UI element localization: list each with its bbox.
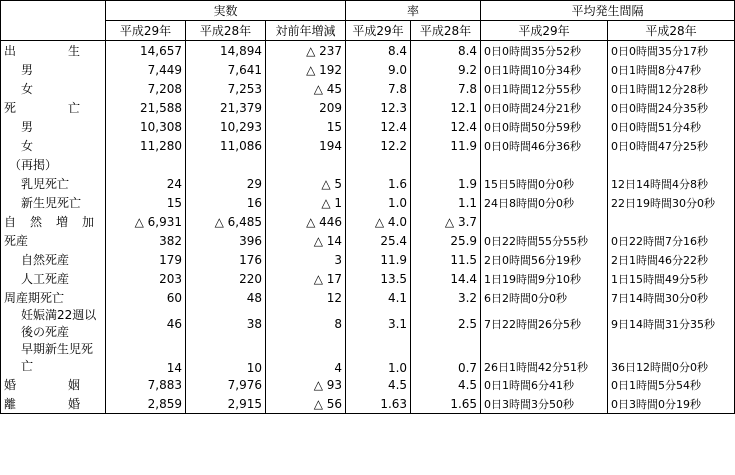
value-diff: 4: [266, 341, 346, 375]
table-row-artificial-stillbirths: [1, 269, 735, 288]
header-rate-h28: 平成28年: [411, 21, 481, 41]
rate-h28: △ 3.7: [411, 212, 481, 231]
value-h29: 60: [106, 288, 186, 307]
header-rate-h29: 平成29年: [346, 21, 411, 41]
rate-h28: 11.5: [411, 250, 481, 269]
interval-h29: 6日2時間0分0秒: [481, 288, 608, 307]
value-h28: 7,976: [186, 375, 266, 394]
value-diff: [266, 155, 346, 174]
row-label: [1, 41, 133, 61]
table-row-infant-deaths: [1, 174, 735, 193]
table-row-deaths-male: [1, 117, 735, 136]
value-h28: [186, 155, 266, 174]
row-label-text: 死亡: [4, 101, 133, 115]
value-h29: 11,280: [106, 136, 186, 155]
value-diff: △ 446: [266, 212, 346, 231]
value-h28: 29: [186, 174, 266, 193]
value-diff: 15: [266, 117, 346, 136]
row-label: [1, 375, 133, 394]
table-row-early-neonatal-deaths: [1, 341, 735, 375]
value-h29: [106, 155, 186, 174]
table-row-births: [1, 41, 735, 61]
interval-h29: 0日0時間46分36秒: [481, 136, 608, 155]
interval-h28: 0日0時間51分4秒: [608, 117, 735, 136]
value-diff: △ 1: [266, 193, 346, 212]
row-label: 乳児死亡: [1, 174, 106, 193]
interval-h29: [481, 212, 608, 231]
rate-h29: 9.0: [346, 60, 411, 79]
rate-h28: 1.65: [411, 394, 481, 414]
value-h28: 220: [186, 269, 266, 288]
rate-h29: 11.9: [346, 250, 411, 269]
rate-h29: 12.2: [346, 136, 411, 155]
rate-h29: 25.4: [346, 231, 411, 250]
interval-h29: 7日22時間26分5秒: [481, 307, 608, 341]
value-h29: 46: [106, 307, 186, 341]
interval-h28: 36日12時間0分0秒: [608, 341, 735, 375]
value-h29: 2,859: [106, 394, 186, 414]
value-diff: △ 192: [266, 60, 346, 79]
rate-h29: 3.1: [346, 307, 411, 341]
value-h28: △ 6,485: [186, 212, 266, 231]
interval-h28: 0日22時間7分16秒: [608, 231, 735, 250]
header-actual-h28: 平成28年: [186, 21, 266, 41]
rate-h28: 11.9: [411, 136, 481, 155]
row-label: 早期新生児死亡: [1, 341, 106, 375]
interval-h29: 0日0時間50分59秒: [481, 117, 608, 136]
table-row-divorces: [1, 394, 735, 414]
rate-h29: 1.63: [346, 394, 411, 414]
rate-h29: 1.0: [346, 341, 411, 375]
header-rate: 率: [346, 1, 481, 21]
table-row-perinatal-deaths: [1, 288, 735, 307]
interval-h29: 15日5時間0分0秒: [481, 174, 608, 193]
value-h28: 7,641: [186, 60, 266, 79]
value-diff: 12: [266, 288, 346, 307]
interval-h28: [608, 212, 735, 231]
value-h29: 7,208: [106, 79, 186, 98]
interval-h28: 0日0時間35分17秒: [608, 41, 735, 61]
rate-h29: 1.0: [346, 193, 411, 212]
rate-h29: [346, 155, 411, 174]
row-label: 男: [1, 60, 106, 79]
value-h28: 176: [186, 250, 266, 269]
interval-h28: 2日1時間46分22秒: [608, 250, 735, 269]
interval-h29: 26日1時間42分51秒: [481, 341, 608, 375]
table-row-births-male: [1, 60, 735, 79]
rate-h29: 4.5: [346, 375, 411, 394]
value-diff: △ 237: [266, 41, 346, 61]
table-row-neonatal-deaths: [1, 193, 735, 212]
row-label: 周産期死亡: [1, 288, 106, 307]
table-row-natural-increase: [1, 212, 735, 231]
value-diff: △ 93: [266, 375, 346, 394]
header-row-years: [1, 21, 735, 41]
header-actual-h29: 平成29年: [106, 21, 186, 41]
row-label-text: 自然増加: [4, 215, 109, 229]
interval-h29: 0日22時間55分55秒: [481, 231, 608, 250]
interval-h28: 0日1時間8分47秒: [608, 60, 735, 79]
row-label: 自然死産: [1, 250, 106, 269]
value-diff: 194: [266, 136, 346, 155]
rate-h28: 7.8: [411, 79, 481, 98]
value-h29: 15: [106, 193, 186, 212]
interval-h29: 0日3時間3分50秒: [481, 394, 608, 414]
interval-h28: [608, 155, 735, 174]
value-h29: 21,588: [106, 98, 186, 117]
rate-h28: 12.4: [411, 117, 481, 136]
rate-h28: 9.2: [411, 60, 481, 79]
interval-h29: 1日19時間9分10秒: [481, 269, 608, 288]
header-row-groups: [1, 1, 735, 21]
interval-h28: 9日14時間31分35秒: [608, 307, 735, 341]
rate-h29: 12.4: [346, 117, 411, 136]
value-diff: 3: [266, 250, 346, 269]
interval-h29: 0日1時間6分41秒: [481, 375, 608, 394]
value-h29: 7,883: [106, 375, 186, 394]
value-h28: 396: [186, 231, 266, 250]
row-label: 死産: [1, 231, 106, 250]
value-h29: 203: [106, 269, 186, 288]
header-interval: 平均発生間隔: [481, 1, 735, 21]
row-label: 女: [1, 79, 106, 98]
rate-h29: 4.1: [346, 288, 411, 307]
rate-h29: 7.8: [346, 79, 411, 98]
interval-h29: 0日1時間12分55秒: [481, 79, 608, 98]
table-row-spontaneous-stillbirths: [1, 250, 735, 269]
row-label: 新生児死亡: [1, 193, 106, 212]
value-h29: 7,449: [106, 60, 186, 79]
value-h28: 16: [186, 193, 266, 212]
interval-h28: 1日15時間49分5秒: [608, 269, 735, 288]
value-h28: 48: [186, 288, 266, 307]
interval-h29: 0日0時間24分21秒: [481, 98, 608, 117]
value-h29: 382: [106, 231, 186, 250]
rate-h28: 1.9: [411, 174, 481, 193]
rate-h29: 13.5: [346, 269, 411, 288]
interval-h29: [481, 155, 608, 174]
row-label: 男: [1, 117, 106, 136]
header-interval-h28: 平成28年: [608, 21, 735, 41]
row-label: [1, 394, 133, 414]
rate-h28: 14.4: [411, 269, 481, 288]
value-diff: △ 56: [266, 394, 346, 414]
header-actual: 実数: [106, 1, 346, 21]
rate-h29: 1.6: [346, 174, 411, 193]
value-h29: △ 6,931: [106, 212, 186, 231]
interval-h28: 12日14時間4分8秒: [608, 174, 735, 193]
row-label: 人工死産: [1, 269, 106, 288]
value-h29: 179: [106, 250, 186, 269]
table-row-births-female: [1, 79, 735, 98]
interval-h29: 24日8時間0分0秒: [481, 193, 608, 212]
rate-h29: △ 4.0: [346, 212, 411, 231]
value-h29: 14: [106, 341, 186, 375]
row-label: [1, 98, 133, 117]
value-h28: 7,253: [186, 79, 266, 98]
row-label-text: 出生: [4, 44, 133, 58]
rate-h28: 8.4: [411, 41, 481, 61]
interval-h28: 0日3時間0分19秒: [608, 394, 735, 414]
rate-h28: 12.1: [411, 98, 481, 117]
rate-h28: 2.5: [411, 307, 481, 341]
interval-h29: 2日0時間56分19秒: [481, 250, 608, 269]
row-label: （再掲）: [1, 155, 106, 174]
value-h28: 14,894: [186, 41, 266, 61]
row-label-text: 婚姻: [4, 378, 133, 392]
value-diff: 209: [266, 98, 346, 117]
row-label: 妊娠満22週以後の死産: [1, 307, 106, 341]
value-h29: 14,657: [106, 41, 186, 61]
value-diff: △ 14: [266, 231, 346, 250]
interval-h28: 0日0時間47分25秒: [608, 136, 735, 155]
rate-h28: 25.9: [411, 231, 481, 250]
interval-h29: 0日1時間10分34秒: [481, 60, 608, 79]
value-h28: 21,379: [186, 98, 266, 117]
table-row-stillbirths: [1, 231, 735, 250]
header-actual-diff: 対前年増減: [266, 21, 346, 41]
value-h28: 11,086: [186, 136, 266, 155]
table-row-marriages: [1, 375, 735, 394]
row-label: 女: [1, 136, 106, 155]
rate-h29: 12.3: [346, 98, 411, 117]
value-h28: 10,293: [186, 117, 266, 136]
value-diff: △ 45: [266, 79, 346, 98]
interval-h28: 0日0時間24分35秒: [608, 98, 735, 117]
interval-h28: 22日19時間30分0秒: [608, 193, 735, 212]
value-diff: 8: [266, 307, 346, 341]
rate-h28: 1.1: [411, 193, 481, 212]
value-h28: 2,915: [186, 394, 266, 414]
header-interval-h29: 平成29年: [481, 21, 608, 41]
value-diff: △ 17: [266, 269, 346, 288]
value-h29: 10,308: [106, 117, 186, 136]
interval-h29: 0日0時間35分52秒: [481, 41, 608, 61]
rate-h28: 0.7: [411, 341, 481, 375]
interval-h28: 0日1時間12分28秒: [608, 79, 735, 98]
row-label: [1, 212, 109, 231]
rate-h28: 3.2: [411, 288, 481, 307]
row-label-text: 離婚: [4, 397, 133, 411]
corner-cell: [1, 1, 106, 41]
interval-h28: 7日14時間30分0秒: [608, 288, 735, 307]
table-row-restated: [1, 155, 735, 174]
interval-h28: 0日1時間5分54秒: [608, 375, 735, 394]
value-h28: 10: [186, 341, 266, 375]
rate-h28: 4.5: [411, 375, 481, 394]
table-row-deaths: [1, 98, 735, 117]
rate-h28: [411, 155, 481, 174]
value-h28: 38: [186, 307, 266, 341]
table-row-late-fetal-deaths: [1, 307, 735, 341]
rate-h29: 8.4: [346, 41, 411, 61]
value-h29: 24: [106, 174, 186, 193]
table-row-deaths-female: [1, 136, 735, 155]
value-diff: △ 5: [266, 174, 346, 193]
